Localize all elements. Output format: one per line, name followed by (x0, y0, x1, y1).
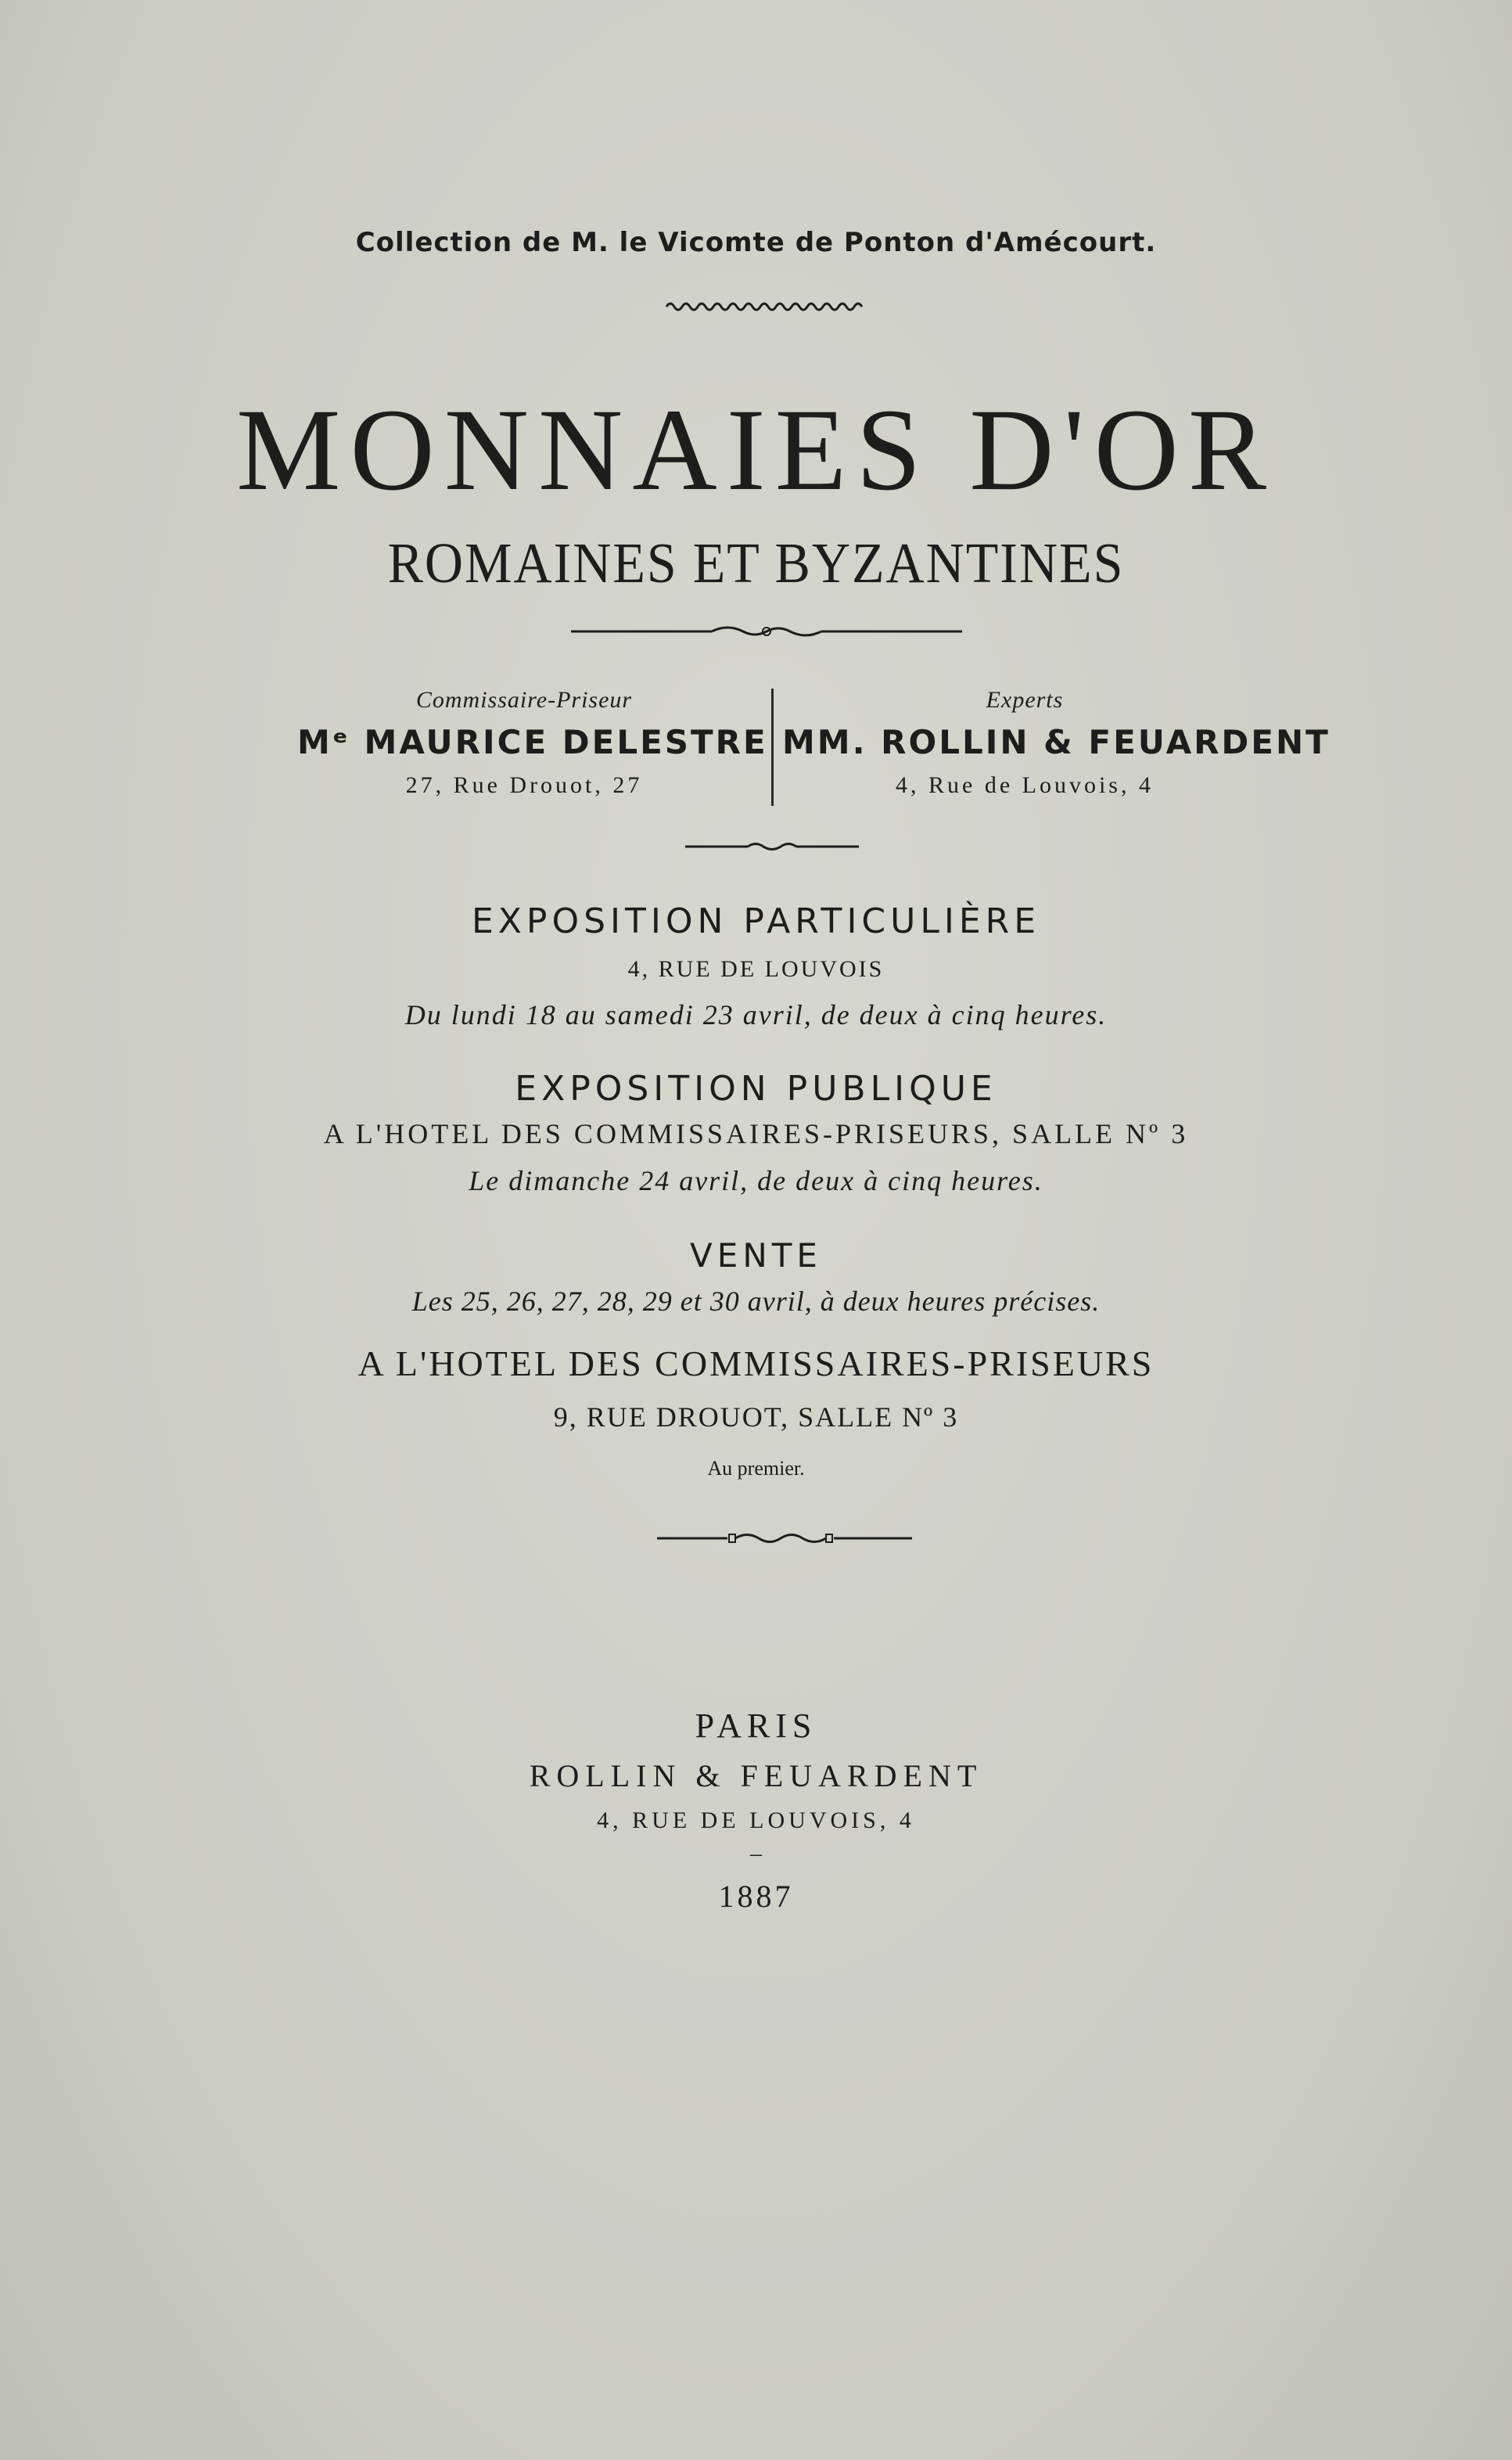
wavy-rule-ornament (665, 297, 868, 316)
imprint-year: 1887 (718, 1879, 794, 1914)
exposition-publique-location: A L'HOTEL DES COMMISSAIRES-PRISEURS, SALLE Nº 3 (323, 1118, 1189, 1149)
imprint-address: 4, RUE DE LOUVOIS, 4 (597, 1807, 915, 1833)
imprint-publisher: ROLLIN & FEUARDENT (529, 1758, 983, 1793)
vente-dates: Les 25, 26, 27, 28, 29 et 30 avril, à deux heures précises. (411, 1286, 1101, 1317)
subtitle: ROMAINES ET BYZANTINES (387, 530, 1125, 595)
exposition-particuliere-dates: Du lundi 18 au samedi 23 avril, de deux à cinq heures. (404, 999, 1108, 1030)
experts-address: 4, Rue de Louvois, 4 (896, 772, 1154, 798)
auctioneer-name-prefix: Mᵉ (297, 723, 350, 761)
experts-column (782, 687, 1331, 799)
exposition-publique-heading: EXPOSITION PUBLIQUE (515, 1069, 997, 1109)
exposition-particuliere-heading: EXPOSITION PARTICULIÈRE (471, 901, 1041, 941)
main-title: MONNAIES D'OR (236, 385, 1276, 515)
auctioneer-address: 27, Rue Drouot, 27 (405, 772, 643, 798)
imprint-dash: – (750, 1840, 762, 1866)
exposition-particuliere-address: 4, RUE DE LOUVOIS (627, 956, 885, 982)
auctioneer-role: Commissaire-Priseur (415, 687, 633, 713)
imprint-city: PARIS (695, 1707, 817, 1745)
auctioneer-name: MAURICE DELESTRE (364, 723, 768, 761)
vente-heading: VENTE (690, 1236, 822, 1275)
vente-location: A L'HOTEL DES COMMISSAIRES-PRISEURS (357, 1343, 1155, 1383)
experts-role: Experts (986, 687, 1064, 713)
experts-name: MM. ROLLIN & FEUARDENT (782, 723, 1331, 761)
small-rule-ornament (685, 837, 859, 856)
auctioneer-name-line (297, 723, 768, 761)
collection-line: Collection de M. le Vicomte de Ponton d'Amécourt. (355, 227, 1157, 258)
vente-floor: Au premier. (707, 1457, 805, 1480)
exposition-publique-dates: Le dimanche 24 avril, de deux à cinq heures. (469, 1165, 1043, 1196)
bottom-rule-ornament (657, 1528, 912, 1548)
vente-address: 9, RUE DROUOT, SALLE Nº 3 (553, 1401, 959, 1433)
auctioneer-column (297, 687, 768, 799)
scroll-rule-ornament (571, 620, 962, 643)
column-divider (771, 689, 774, 806)
